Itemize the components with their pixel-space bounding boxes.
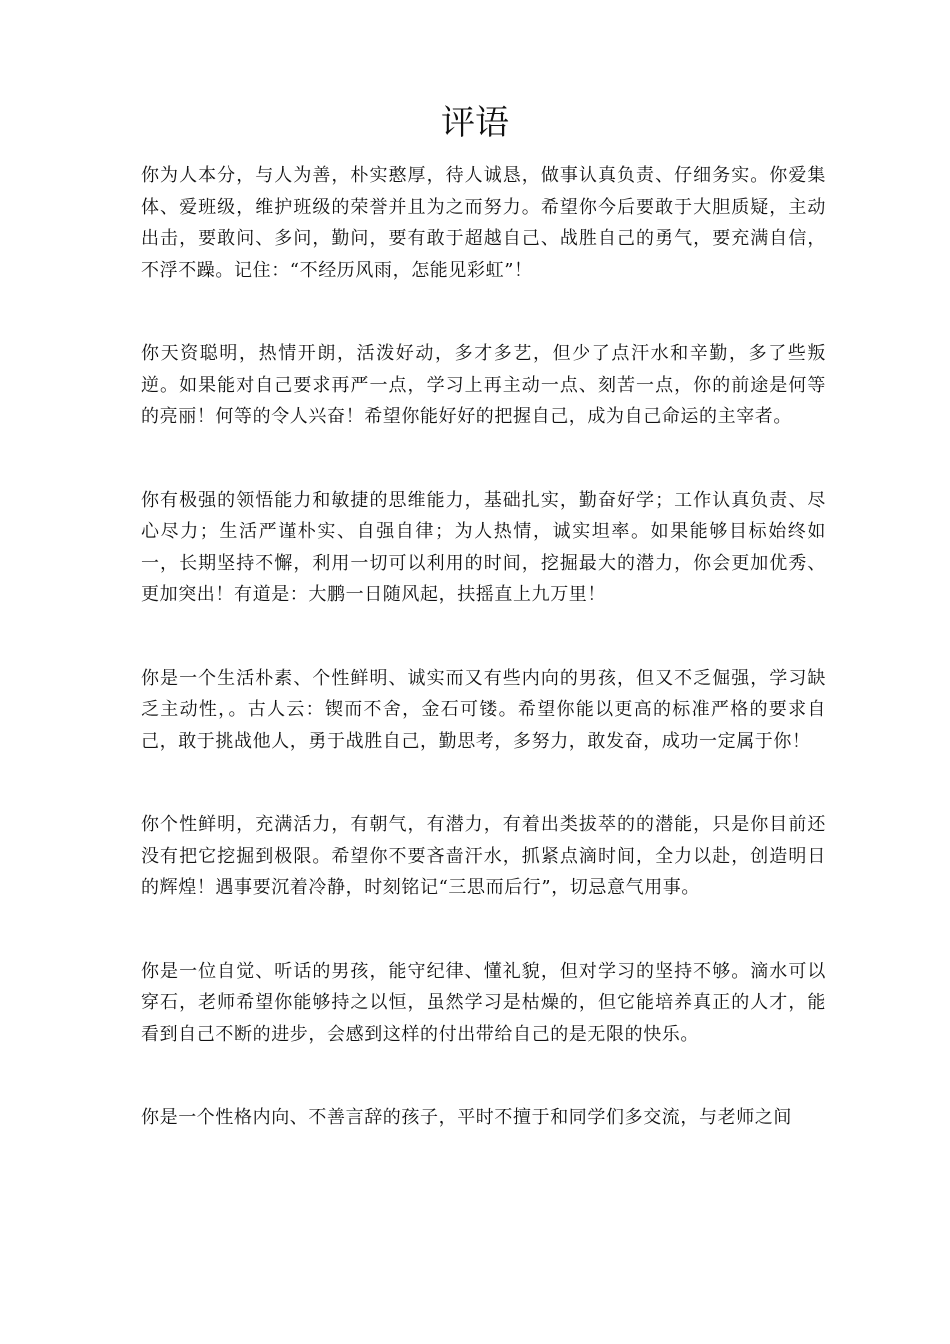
comment-paragraph: 你为人本分，与人为善，朴实憨厚，待人诚恳，做事认真负责、仔细务实。你爱集体、爱班级，维护班级的荣誉并且为之而努力。希望你今后要敢于大胆质疑，主动出击，要敢问、多问，勤问，要有敢于超越自己、战胜自己的勇气，要充满自信，不浮不躁。记住：“不经历风雨，怎能见彩虹”！ <box>141 165 826 281</box>
comment-paragraph: 你是一个生活朴素、个性鲜明、诚实而又有些内向的男孩，但又不乏倔强，学习缺乏主动性，。古人云：锲而不舍，金石可镂。希望你能以更高的标准严格的要求自己，敢于挑战他人，勇于战胜自己，勤思考，多努力，敢发奋，成功一定属于你！ <box>141 667 826 752</box>
comment-paragraph: 你天资聪明，热情开朗，活泼好动，多才多艺，但少了点汗水和辛勤，多了些叛逆。如果能对自己要求再严一点，学习上再主动一点、刻苦一点，你的前途是何等的亮丽！何等的令人兴奋！希望你能好好的把握自己，成为自己命运的主宰者。 <box>141 343 826 427</box>
comment-paragraph: 你是一位自觉、听话的男孩，能守纪律、懂礼貌，但对学习的坚持不够。滴水可以穿石，老师希望你能够持之以恒，虽然学习是枯燥的，但它能培养真正的人才，能看到自己不断的进步，会感到这样的付出带给自己的是无限的快乐。 <box>141 960 826 1045</box>
comment-paragraph: 你是一个性格内向、不善言辞的孩子，平时不擅于和同学们多交流，与老师之间 <box>141 1107 792 1128</box>
document-title: 评语 <box>441 103 509 143</box>
document-body <box>141 160 826 1134</box>
comment-paragraph: 你有极强的领悟能力和敏捷的思维能力，基础扎实，勤奋好学；工作认真负责、尽心尽力；生活严谨朴实、自强自律；为人热情，诚实坦率。如果能够目标始终如一，长期坚持不懈，利用一切可以利用的时间，挖掘最大的潜力，你会更加优秀、更加突出！有道是：大鹏一日随风起，扶摇直上九万里！ <box>141 489 826 605</box>
comment-paragraph: 你个性鲜明，充满活力，有朝气，有潜力，有着出类拔萃的的潜能，只是你目前还没有把它挖掘到极限。希望你不要吝啬汗水，抓紧点滴时间，全力以赴，创造明日的辉煌！遇事要沉着冷静，时刻铭记“三思而后行”，切忌意气用事。 <box>141 814 826 898</box>
